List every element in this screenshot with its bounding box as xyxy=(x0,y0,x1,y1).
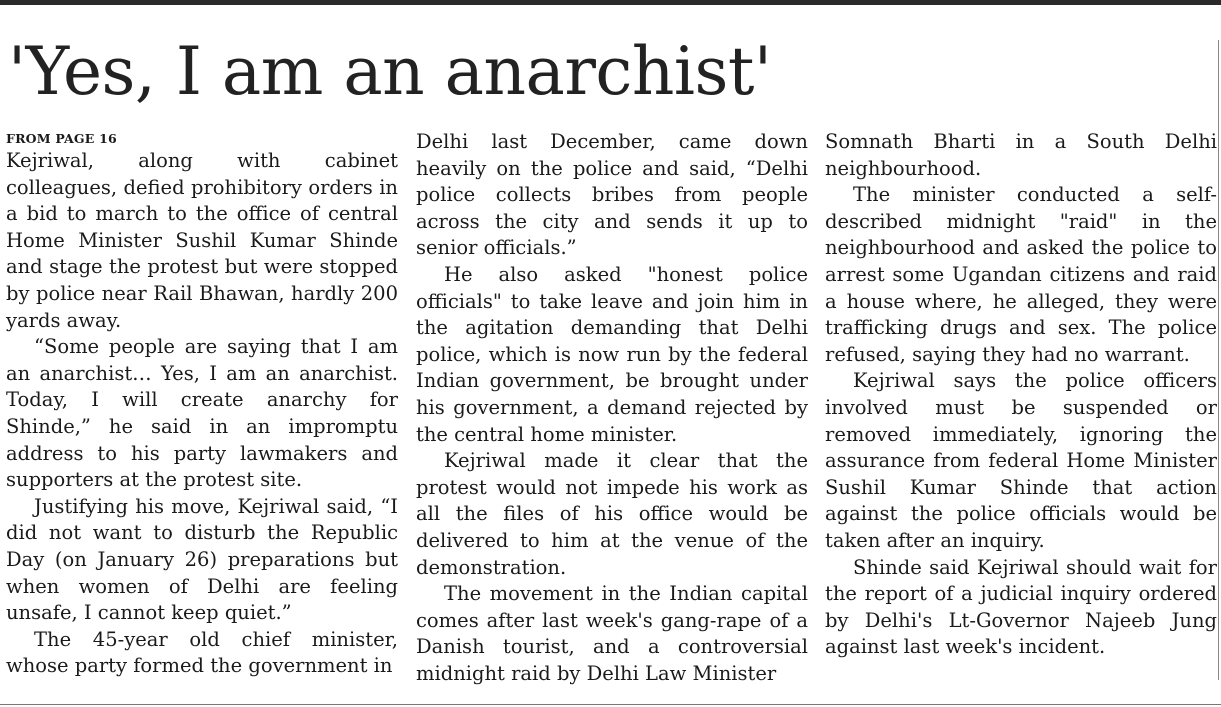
article-column-2 xyxy=(416,129,808,687)
paragraph: The 45-year old chief minister, whose party formed the government in xyxy=(6,627,398,678)
article-column-3 xyxy=(825,129,1217,661)
continuation-kicker: FROM PAGE 16 xyxy=(6,131,117,146)
paragraph: Kejriwal, along with cabinet colleagues, defied prohibitory orders in a bid to march to the office of central Home Minister Sushil Kumar Shinde and stage the protest but were stopped by police near Rail Bhawan, hardly 200 yards away. xyxy=(6,149,398,332)
article-column-1 xyxy=(6,130,398,680)
bottom-rule xyxy=(0,704,1221,705)
top-rule xyxy=(0,0,1221,5)
paragraph: He also asked "honest police officials" to take leave and join him in the agitation demanding that Delhi police, which is now run by the federal Indian government, be brought under his government, a demand rejected by the central home minister. xyxy=(416,262,808,446)
right-column-rule xyxy=(1218,40,1219,680)
paragraph: Justifying his move, Kejriwal said, “I did not want to disturb the Republic Day (on January 26) preparations but when women of Delhi are feeling unsafe, I cannot keep quiet.” xyxy=(6,494,398,625)
paragraph: Somnath Bharti in a South Delhi neighbourhood. xyxy=(825,130,1217,180)
paragraph: Kejriwal says the police officers involved must be suspended or removed immediately, ignoring the assurance from federal Home Minister Sushil Kumar Shinde that action against the police officials would be taken after an inquiry. xyxy=(825,369,1217,552)
paragraph: Delhi last December, came down heavily on the police and said, “Delhi police collects bribes from people across the city and sends it up to senior officials.” xyxy=(416,130,808,260)
paragraph: “Some people are saying that I am an anarchist… Yes, I am an anarchist. Today, I will create anarchy for Shinde,” he said in an impromptu address to his party lawmakers and supporters at the protest site. xyxy=(6,335,398,492)
paragraph: Kejriwal made it clear that the protest would not impede his work as all the files of his office would be delivered to him at the venue of the demonstration. xyxy=(416,449,808,579)
paragraph: Shinde said Kejriwal should wait for the report of a judicial inquiry ordered by Delhi's Lt-Governor Najeeb Jung against last week's incident. xyxy=(825,555,1217,659)
headline: 'Yes, I am an anarchist' xyxy=(8,33,772,110)
paragraph: The minister conducted a self-described midnight "raid" in the neighbourhood and asked the police to arrest some Ugandan citizens and raid a house where, he alleged, they were trafficking drugs and sex. The police refused, saying they had no warrant. xyxy=(825,183,1217,366)
paragraph: The movement in the Indian capital comes after last week's gang-rape of a Danish tourist, and a controversial midnight raid by Delhi Law Minister xyxy=(416,582,808,685)
